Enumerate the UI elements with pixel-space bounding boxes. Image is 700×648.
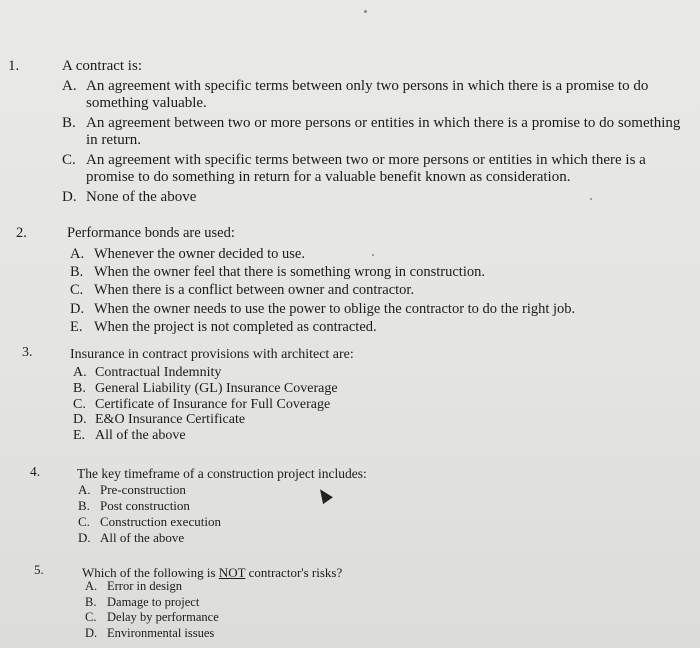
question-number: 5. <box>34 562 44 577</box>
option-text: Construction execution <box>100 514 221 529</box>
option-text: Post construction <box>100 498 190 513</box>
option-letter: D. <box>70 300 85 317</box>
option-d[interactable] <box>70 300 575 318</box>
option-b[interactable] <box>78 498 221 514</box>
option-letter: C. <box>73 396 86 412</box>
option-letter: A. <box>70 246 85 262</box>
option-b[interactable] <box>85 595 219 611</box>
option-letter: C. <box>70 282 84 299</box>
option-text: None of the above <box>86 189 197 205</box>
option-letter: D. <box>73 412 87 428</box>
option-b[interactable] <box>62 115 692 149</box>
option-list <box>70 245 575 336</box>
option-letter: C. <box>62 152 76 168</box>
option-list <box>62 78 692 209</box>
option-text: All of the above <box>95 428 186 444</box>
option-text: Contractual Indemnity <box>95 365 222 380</box>
option-c[interactable] <box>70 281 575 299</box>
paper-speck <box>364 10 367 13</box>
option-b[interactable] <box>73 381 338 397</box>
question-stem: A contract is: <box>62 58 142 74</box>
option-text: Whenever the owner decided to use. <box>94 246 305 262</box>
option-text: Environmental issues <box>107 625 215 640</box>
option-text: All of the above <box>100 530 185 545</box>
option-text: General Liability (GL) Insurance Coverage <box>95 380 338 396</box>
stem-emphasis: NOT <box>218 565 246 580</box>
option-d[interactable] <box>78 530 221 546</box>
option-list <box>85 579 219 641</box>
option-text: Pre-construction <box>100 482 186 497</box>
option-c[interactable] <box>62 152 692 186</box>
mouse-cursor-icon <box>315 486 333 504</box>
stem-text: contractor's risks? <box>245 565 343 580</box>
option-list <box>78 482 221 546</box>
question-stem: Insurance in contract provisions with architect are: <box>70 347 354 362</box>
option-a[interactable] <box>62 78 692 112</box>
option-text: Error in design <box>107 579 182 593</box>
option-a[interactable] <box>73 365 338 381</box>
option-letter: E. <box>70 318 83 335</box>
question-stem: Performance bonds are used: <box>67 225 235 241</box>
paper-speck <box>372 254 374 256</box>
option-letter: C. <box>78 514 90 529</box>
option-b[interactable] <box>70 263 575 281</box>
option-d[interactable] <box>85 626 219 642</box>
option-letter: E. <box>73 428 86 444</box>
option-letter: B. <box>85 594 97 609</box>
paper-speck <box>590 198 592 200</box>
option-text: When the project is not completed as contracted. <box>94 318 377 335</box>
option-d[interactable] <box>73 412 338 428</box>
option-e[interactable] <box>70 318 575 336</box>
option-text: Certificate of Insurance for Full Coverage <box>95 396 331 412</box>
stem-text: Which of the following is <box>82 565 219 580</box>
option-list <box>73 365 338 444</box>
option-text: An agreement with specific terms between only two persons in which there is a promise to do something valuable. <box>86 78 649 111</box>
question-number: 3. <box>22 345 33 360</box>
option-text: Delay by performance <box>107 610 219 624</box>
option-letter: A. <box>78 482 91 497</box>
option-letter: A. <box>73 365 87 380</box>
option-letter: B. <box>78 498 90 513</box>
question-number: 4. <box>30 464 41 479</box>
option-text: E&O Insurance Certificate <box>95 412 246 428</box>
option-text: Damage to project <box>107 594 200 609</box>
option-e[interactable] <box>73 428 338 444</box>
option-letter: C. <box>85 610 97 624</box>
option-text: When the owner needs to use the power to oblige the contractor to do the right job. <box>94 300 576 317</box>
option-letter: B. <box>62 115 76 131</box>
option-text: An agreement between two or more persons or entities in which there is a promise to do something in return. <box>86 115 681 148</box>
option-letter: A. <box>85 579 98 593</box>
option-text: When there is a conflict between owner and contractor. <box>94 282 415 299</box>
option-a[interactable] <box>70 245 575 263</box>
option-letter: B. <box>73 380 86 396</box>
question-number: 2. <box>16 225 27 241</box>
option-d[interactable] <box>62 189 692 206</box>
question-number: 1. <box>8 58 20 74</box>
option-a[interactable] <box>78 482 221 498</box>
option-c[interactable] <box>85 610 219 626</box>
option-text: An agreement with specific terms between two or more persons or entities in which there is a promise to do something in return for a valuable benefit known as consideration. <box>86 152 646 185</box>
option-c[interactable] <box>78 514 221 530</box>
option-letter: D. <box>78 530 91 545</box>
option-letter: D. <box>62 189 77 205</box>
option-letter: D. <box>85 625 98 640</box>
question-stem: The key timeframe of a construction project includes: <box>77 466 367 481</box>
option-text: When the owner feel that there is something wrong in construction. <box>94 264 485 281</box>
option-letter: A. <box>62 78 77 94</box>
option-letter: B. <box>70 264 84 281</box>
option-c[interactable] <box>73 397 338 413</box>
option-a[interactable] <box>85 579 219 595</box>
